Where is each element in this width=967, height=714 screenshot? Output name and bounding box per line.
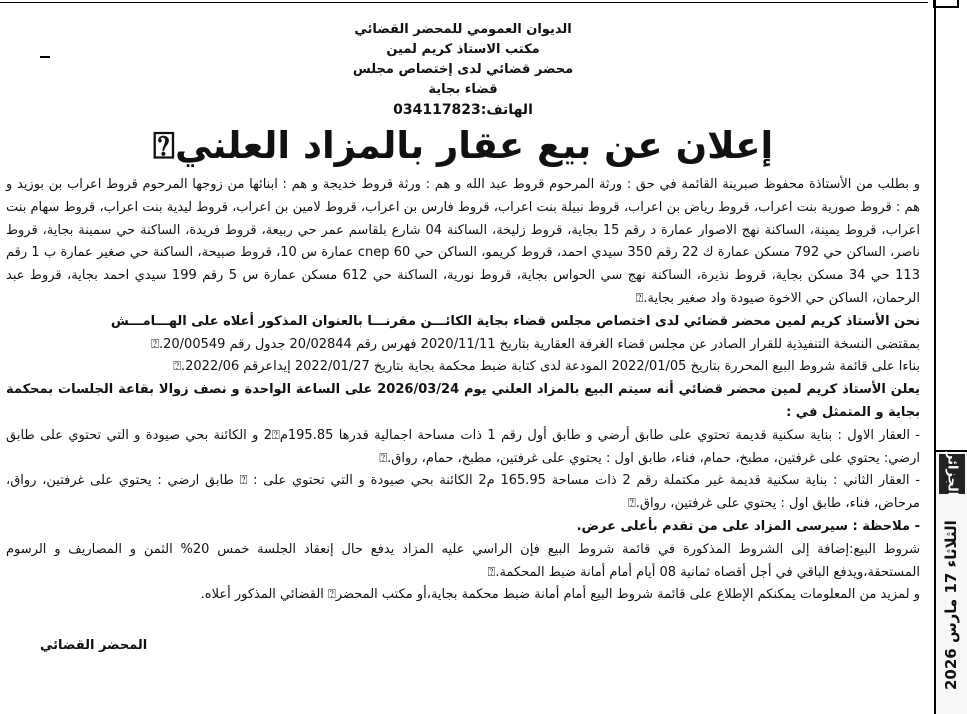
header-line-2: مكتب الاستاذ كريم لمين: [386, 42, 540, 57]
paragraph-property-2: - العقار الثاني : بناية سكنية قديمة غير مكتملة رقم 2 ذات مساحة 165.95 م2 الكائنة بحي صيودة و التي تحتوي على : ⍰ طابق ارضي : يحتوي على غرفتين، رواق، مرحاض، فناء، طابق اول : يحتوي على غرفتين، رواق.⍰: [6, 473, 920, 512]
paragraph-note: - ملاحظة : سيرسى المزاد على من تقدم بأعلى عرض.: [576, 518, 920, 534]
announcement-content: [6, 20, 920, 607]
paragraph-auction-date: يعلن الأستاذ كريم لمين محضر قضائي أنه سيتم البيع بالمزاد العلني يوم 2026/03/24 على الساعة الواحدة و نصف زوالا بقاعة الجلسات بمحكمة بجاية و المتمثل في :: [6, 382, 920, 420]
side-banner: [934, 450, 967, 714]
newspaper-tag: الجزائر: [939, 454, 965, 494]
paragraph-bailiff: نحن الأستاذ كريم لمين محضر قضائي لدى اختصاص مجلس قضاء بجاية الكائـــن مقرنـــا بالعنوان المذكور أعلاه على الهـــامـــش: [110, 313, 920, 329]
header-phone: الهاتف:034117823: [393, 102, 533, 118]
paragraph-decision: بمقتضى النسخة التنفيذية للقرار الصادر عن مجلس قضاء الغرفة العقارية بتاريخ 2020/11/11 فهرس رقم 20/02844 جدول رقم 20/00549.⍰: [151, 336, 920, 352]
announcement-title: إعلان عن بيع عقار بالمزاد العلني⍰: [152, 124, 774, 167]
paragraph-property-1: - العقار الاول : بناية سكنية قديمة تحتوي على طابق أرضي و طابق أول رقم 1 ذات مساحة اجمالية قدرها 195.85م2⍰ و الكائنة بحي صيودة و التي تحتوي على طابق ارضي: يحتوي على غرفتين، مطبخ، حمام، فناء، طابق اول : يحتوي على غرفتين، مطبخ، حمام، رواق.⍰: [6, 427, 920, 466]
issue-date: الثلاثاء 17 مارس 2026: [942, 520, 960, 690]
paragraph-requester: و بطلب من الأستاذة محفوظ صبرينة القائمة في حق : ورثة المرحوم قروط عبد الله و هم : ورثة قروط خديجة و هم : ابنائها من زوجها المرحوم قروط اعراب بن بوزيد و هم : قروط صورية بنت اعراب، قروط رياض بن اعراب، قروط نبيلة بنت اعراب، قروط فارس بن اعراب، قروط لامين بن اعراب، قروط ليدية بنت اعراب، قروط سهام بنت اعراب، قروط يمينة، الساكنة نهج الاصوار عمارة د رقم 15 بجاية، قروط زليخة، الساكنة 04 شارع بلقاسم عمر حي ربيعة، قروط فريدة، الساكنة حي سمينة بجاية، قروط ناصر، الساكن حي 792 مسكن عمارة ك 22 رقم 350 سيدي احمد، قروط كريمو، الساكن حي cnep 60 عمارة س 10، قروط صبيحة، الساكنة حي صغير عمارة ب 1 رقم 113 حي 34 مسكن بجاية، قروط نذيرة، الساكنة نهج سي الحواس بجاية، قروط نورية، الساكنة حي 612 مسكن عمارة س 5 رقم 199 سيدي احمد بجاية، قروط عبد الرحمان، الساكن حي الاخوة صيودة واد صغير بجاية.⍰: [6, 177, 921, 306]
signature: المحضر القضائي: [40, 638, 148, 653]
office-header: [336, 20, 590, 120]
paragraph-more-info: و لمزيد من المعلومات يمكنكم الإطلاع على قائمة شروط البيع أمام أمانة ضبط محكمة بجاية،أو مكتب المحضر⍰ القضائي المذكور أعلاه.: [200, 587, 920, 603]
header-line-3: محضر قضائي لدى إختصاص مجلس قضاء بجاية: [352, 62, 574, 97]
paragraph-conditions-list: بناءا على قائمة شروط البيع المحررة بتاريخ 2022/01/05 المودعة لدى كتابة ضبط محكمة بجاية بتاريخ 2022/01/27 إيداعرقم 2022/06.⍰: [173, 359, 920, 375]
top-rule: [0, 2, 928, 3]
corner-box: [933, 0, 959, 8]
header-line-1: الديوان العمومي للمحضر القضائي: [354, 22, 572, 37]
paragraph-sale-conditions: شروط البيع:إضافة إلى الشروط المذكورة في قائمة شروط البيع فإن الراسي عليه المزاد يدفع حال إنعقاد الجلسة خمس 20% الثمن و المصاريف و الرسوم المستحقة،ويدفع الباقي في أجل أقصاه ثمانية 08 أيام أمام أمانة ضبط المحكمة.⍰: [6, 541, 920, 580]
